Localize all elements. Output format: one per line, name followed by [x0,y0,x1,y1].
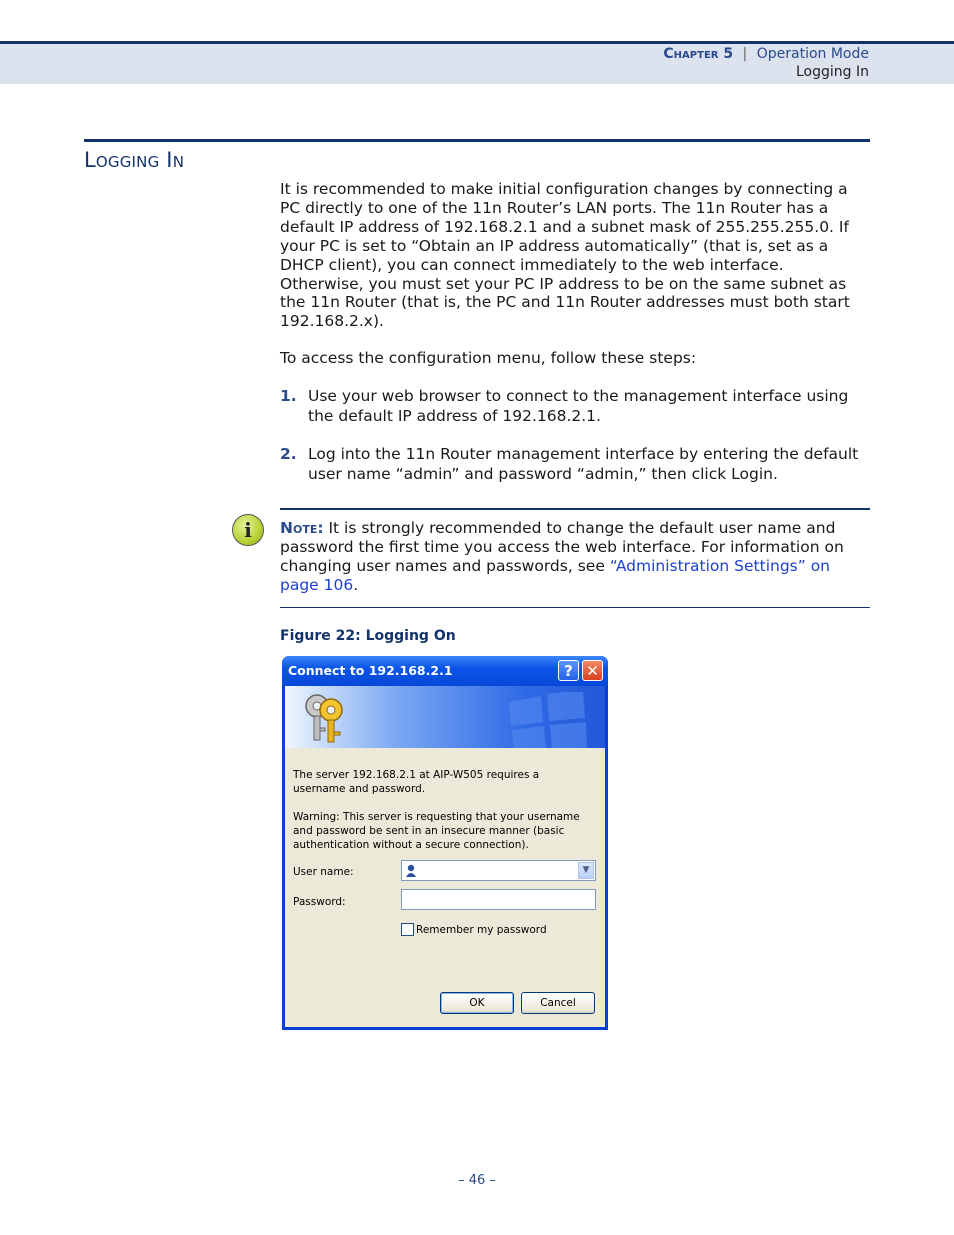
running-header-chapter [663,46,869,62]
figure-caption: Figure 22: Logging On [280,628,456,644]
note-top-rule [280,508,870,510]
note-bottom-rule [280,607,870,608]
step-text: Log into the 11n Router management interface by entering the default user name “admin” and password “admin,” then click Login. [308,445,859,483]
help-button[interactable]: ? [558,660,579,681]
note-text [280,519,870,595]
section-title: Logging In [84,148,185,172]
steps-intro: To access the configuration menu, follow these steps: [280,349,697,367]
note-end: . [353,575,359,594]
dialog-body [285,748,605,1027]
cancel-button[interactable]: Cancel [521,992,595,1014]
close-button[interactable]: ✕ [582,660,603,681]
chevron-down-icon[interactable]: ▼ [578,862,594,879]
server-message: The server 192.168.2.1 at AIP-W505 requires a username and password. [293,769,540,795]
intro-paragraph: It is recommended to make initial configuration changes by connecting a PC directly to one of the 11n Router’s LAN ports. The 11n Router has a default IP address of 192.168.2.1 and a subnet mask of 255.255.255.0. If your PC is set to “Obtain an IP address automatically” (that is, set as a DHCP client), you can connect immediately to the web interface. Otherwise, you must set your PC IP address to be on the same subnet as the 11n Router (that is, the PC and 11n Router addresses must both start 192.168.2.x). [280,180,850,331]
user-icon [405,864,417,877]
info-icon: i [232,514,264,546]
dialog-banner [285,686,605,748]
section-rule [84,139,870,142]
header-separator: | [742,46,748,62]
connect-dialog [282,656,608,1030]
dialog-title: Connect to 192.168.2.1 [288,663,453,678]
remember-password-checkbox[interactable] [401,923,414,936]
administration-settings-link[interactable]: “Administration Settings” on page 106 [280,556,830,594]
note-body: It is strongly recommended to change the default user name and password the first time you access the web interface. For information on changing user names and passwords, see [280,519,844,575]
remember-password-label: Remember my password [416,924,547,936]
user-name-label: User name: [293,866,354,878]
chapter-label: Chapter 5 [663,46,734,62]
chapter-section: Operation Mode [756,46,869,62]
warning-message: Warning: This server is requesting that your username and password be sent in an insecure manner (basic authentication without a secure connection). [293,811,580,851]
keys-icon [297,688,357,746]
password-field[interactable] [401,889,596,910]
password-label: Password: [293,896,346,908]
note-label: Note: [280,519,324,537]
user-name-combobox[interactable] [401,860,596,881]
page-number: – 46 – [458,1173,496,1188]
windows-logo-watermark [501,692,591,748]
ok-button[interactable]: OK [440,992,514,1014]
step-number: 2. [280,445,297,463]
dialog-title-bar [282,656,608,686]
step-text: Use your web browser to connect to the management interface using the default IP address of 192.168.2.1. [308,387,849,425]
step-number: 1. [280,387,297,405]
running-header-subsection: Logging In [796,64,869,80]
